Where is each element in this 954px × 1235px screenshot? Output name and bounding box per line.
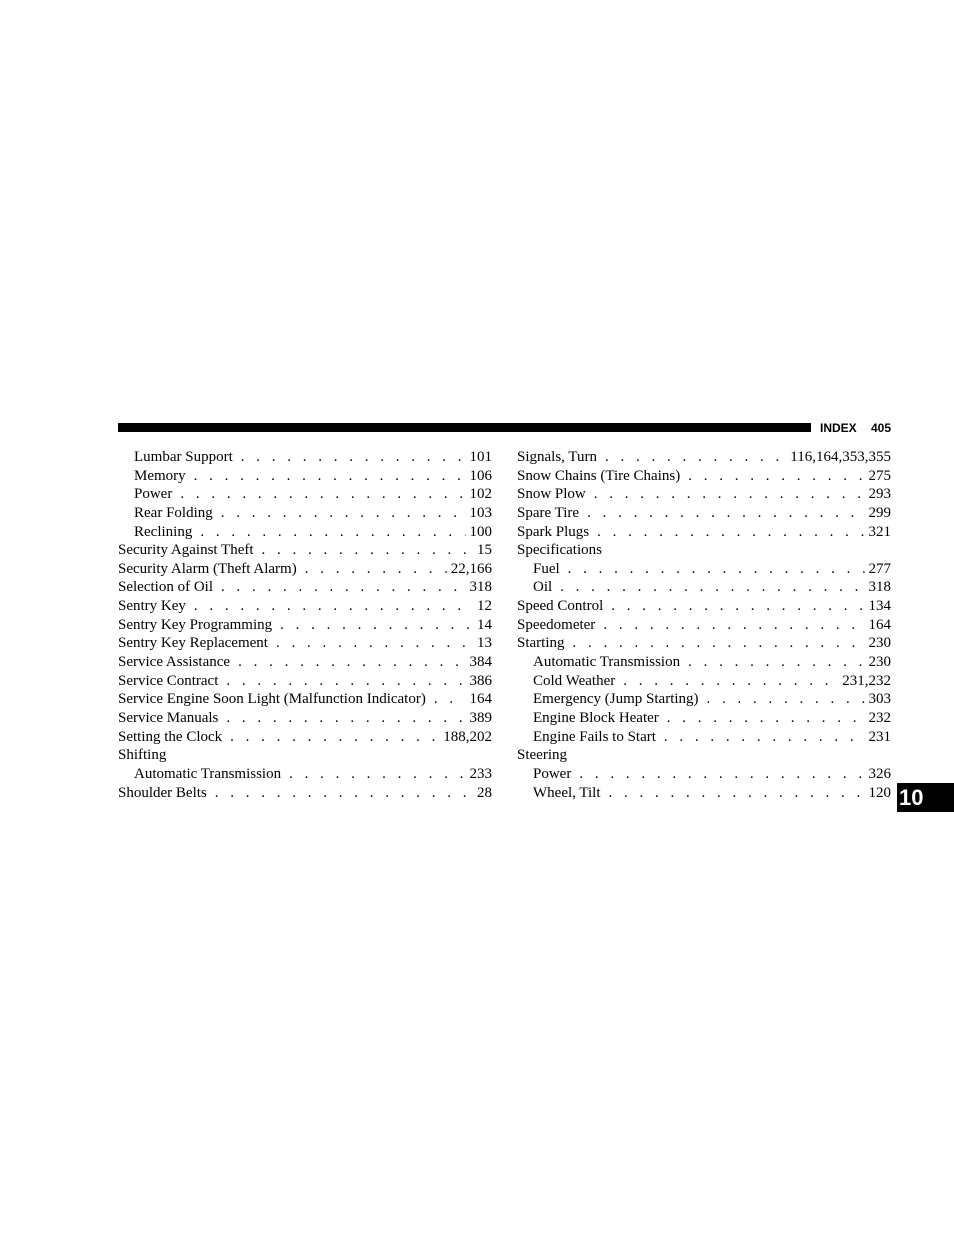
index-page-numbers: 232 bbox=[868, 709, 891, 726]
index-page-numbers: 318 bbox=[868, 579, 891, 596]
dot-leader bbox=[579, 765, 864, 784]
index-term: Cold Weather bbox=[533, 672, 616, 689]
index-entry bbox=[517, 634, 891, 653]
index-term: Wheel, Tilt bbox=[533, 784, 601, 801]
index-entry bbox=[517, 504, 891, 523]
dot-leader bbox=[215, 784, 473, 803]
index-term: Engine Fails to Start bbox=[533, 728, 656, 745]
index-subentry bbox=[517, 560, 891, 579]
index-term: Sentry Key Programming bbox=[118, 616, 273, 633]
index-term: Engine Block Heater bbox=[533, 709, 659, 726]
index-page-numbers: 386 bbox=[469, 672, 492, 689]
index-entry bbox=[517, 523, 891, 542]
index-term: Service Engine Soon Light (Malfunction Indicator) bbox=[118, 691, 426, 708]
index-entry bbox=[118, 746, 492, 765]
dot-leader bbox=[611, 597, 864, 616]
index-entry bbox=[118, 728, 492, 747]
index-entry bbox=[517, 467, 891, 486]
index-page-numbers: 15 bbox=[477, 542, 492, 559]
index-term: Sentry Key Replacement bbox=[118, 635, 268, 652]
dot-leader bbox=[688, 467, 864, 486]
index-term: Specifications bbox=[517, 542, 602, 559]
dot-leader bbox=[688, 653, 864, 672]
index-page-numbers: 188,202 bbox=[443, 728, 492, 745]
index-term: Automatic Transmission bbox=[533, 654, 681, 671]
header-rule bbox=[118, 423, 811, 432]
index-subentry bbox=[118, 523, 492, 542]
index-term: Reclining bbox=[134, 523, 193, 540]
dot-leader bbox=[226, 672, 465, 691]
index-term: Service Manuals bbox=[118, 709, 219, 726]
dot-leader bbox=[609, 784, 865, 803]
index-entry bbox=[517, 616, 891, 635]
dot-leader bbox=[289, 765, 465, 784]
index-page-numbers: 277 bbox=[868, 560, 891, 577]
dot-leader bbox=[305, 560, 447, 579]
index-page-numbers: 106 bbox=[469, 467, 492, 484]
dot-leader bbox=[603, 616, 864, 635]
index-entry bbox=[118, 672, 492, 691]
index-term: Automatic Transmission bbox=[134, 765, 282, 782]
index-page-numbers: 230 bbox=[868, 635, 891, 652]
index-subentry bbox=[517, 578, 891, 597]
index-entry bbox=[118, 784, 492, 803]
index-page-numbers: 103 bbox=[469, 504, 492, 521]
index-page-numbers: 384 bbox=[469, 654, 492, 671]
index-subentry bbox=[118, 467, 492, 486]
index-entry bbox=[118, 578, 492, 597]
index-entry bbox=[118, 709, 492, 728]
index-page-numbers: 318 bbox=[469, 579, 492, 596]
index-page-numbers: 28 bbox=[477, 784, 492, 801]
chapter-tab: 10 bbox=[897, 783, 954, 812]
dot-leader bbox=[664, 728, 865, 747]
dot-leader bbox=[221, 578, 466, 597]
index-entry bbox=[118, 541, 492, 560]
index-subentry bbox=[517, 653, 891, 672]
index-column-left bbox=[118, 448, 492, 802]
index-entry bbox=[517, 597, 891, 616]
index-entry bbox=[517, 448, 891, 467]
index-page-numbers: 164 bbox=[469, 691, 492, 708]
index-term: Emergency (Jump Starting) bbox=[533, 691, 699, 708]
dot-leader bbox=[623, 672, 838, 691]
index-page-numbers: 303 bbox=[868, 691, 891, 708]
index-term: Fuel bbox=[533, 560, 560, 577]
index-page-numbers: 100 bbox=[469, 523, 492, 540]
index-term: Oil bbox=[533, 579, 553, 596]
index-term: Spark Plugs bbox=[517, 523, 590, 540]
dot-leader bbox=[594, 485, 865, 504]
dot-leader bbox=[194, 597, 473, 616]
index-term: Sentry Key bbox=[118, 598, 186, 615]
index-page-numbers: 231 bbox=[868, 728, 891, 745]
index-term: Lumbar Support bbox=[134, 449, 233, 465]
index-page-numbers: 13 bbox=[477, 635, 492, 652]
index-entry bbox=[517, 746, 891, 765]
dot-leader bbox=[587, 504, 864, 523]
index-term: Security Alarm (Theft Alarm) bbox=[118, 560, 297, 577]
index-page-numbers: 231,232 bbox=[842, 672, 891, 689]
dot-leader bbox=[276, 634, 473, 653]
index-subentry bbox=[118, 485, 492, 504]
index-page-numbers: 293 bbox=[868, 486, 891, 503]
dot-leader bbox=[262, 541, 473, 560]
dot-leader bbox=[707, 690, 865, 709]
dot-leader bbox=[667, 709, 865, 728]
index-page-numbers: 22,166 bbox=[450, 560, 492, 577]
index-subentry bbox=[118, 448, 492, 467]
dot-leader bbox=[194, 467, 466, 486]
index-term: Security Against Theft bbox=[118, 542, 254, 559]
index-subentry bbox=[517, 728, 891, 747]
dot-leader bbox=[230, 728, 439, 747]
index-term: Setting the Clock bbox=[118, 728, 223, 745]
index-page-numbers: 101 bbox=[469, 449, 492, 465]
index-term: Service Assistance bbox=[118, 654, 231, 671]
dot-leader bbox=[568, 560, 865, 579]
dot-leader bbox=[200, 523, 465, 542]
index-subentry bbox=[517, 765, 891, 784]
index-subentry bbox=[517, 690, 891, 709]
index-entry bbox=[118, 653, 492, 672]
index-subentry bbox=[517, 672, 891, 691]
index-term: Memory bbox=[134, 467, 186, 484]
dot-leader bbox=[238, 653, 465, 672]
index-entry bbox=[118, 634, 492, 653]
index-term: Service Contract bbox=[118, 672, 219, 689]
index-subentry bbox=[118, 504, 492, 523]
dot-leader bbox=[573, 634, 865, 653]
dot-leader bbox=[605, 448, 786, 467]
index-term: Speed Control bbox=[517, 598, 604, 615]
index-page-numbers: 275 bbox=[868, 467, 891, 484]
dot-leader bbox=[434, 690, 466, 709]
index-term: Shifting bbox=[118, 747, 167, 764]
header-page-number: 405 bbox=[871, 421, 892, 435]
index-subentry bbox=[517, 709, 891, 728]
index-page-numbers: 230 bbox=[868, 654, 891, 671]
index-page-numbers: 389 bbox=[469, 709, 492, 726]
index-entry bbox=[118, 690, 492, 709]
index-entry bbox=[517, 541, 891, 560]
index-term: Power bbox=[533, 765, 572, 782]
dot-leader bbox=[241, 448, 466, 467]
header-section-title: INDEX bbox=[820, 421, 857, 435]
dot-leader bbox=[221, 504, 466, 523]
index-term: Selection of Oil bbox=[118, 579, 213, 596]
index-term: Spare Tire bbox=[517, 504, 580, 521]
dot-leader bbox=[180, 485, 465, 504]
index-entry bbox=[118, 560, 492, 579]
index-page-numbers: 120 bbox=[868, 784, 891, 801]
index-page-numbers: 134 bbox=[868, 598, 891, 615]
dot-leader bbox=[280, 616, 473, 635]
index-term: Starting bbox=[517, 635, 565, 652]
dot-leader bbox=[226, 709, 465, 728]
index-term: Rear Folding bbox=[134, 504, 213, 521]
dot-leader bbox=[560, 578, 864, 597]
index-subentry bbox=[118, 765, 492, 784]
index-subentry bbox=[517, 784, 891, 803]
index-page-numbers: 102 bbox=[469, 486, 492, 503]
dot-leader bbox=[597, 523, 864, 542]
index-term: Signals, Turn bbox=[517, 449, 598, 465]
index-page-numbers: 233 bbox=[469, 765, 492, 782]
index-term: Snow Chains (Tire Chains) bbox=[517, 467, 681, 484]
index-page-numbers: 321 bbox=[868, 523, 891, 540]
index-page-numbers: 14 bbox=[477, 616, 492, 633]
index-page-numbers: 164 bbox=[868, 616, 891, 633]
index-term: Snow Plow bbox=[517, 486, 586, 503]
index-term: Shoulder Belts bbox=[118, 784, 207, 801]
index-entry bbox=[118, 597, 492, 616]
index-entry bbox=[118, 616, 492, 635]
index-page-numbers: 326 bbox=[868, 765, 891, 782]
index-page-numbers: 12 bbox=[477, 598, 492, 615]
index-page-numbers: 116,164,353,355 bbox=[790, 449, 891, 465]
index-term: Speedometer bbox=[517, 616, 596, 633]
index-entry bbox=[517, 485, 891, 504]
index-term: Power bbox=[134, 486, 173, 503]
index-term: Steering bbox=[517, 747, 567, 764]
index-column-right bbox=[517, 448, 891, 802]
index-page-numbers: 299 bbox=[868, 504, 891, 521]
